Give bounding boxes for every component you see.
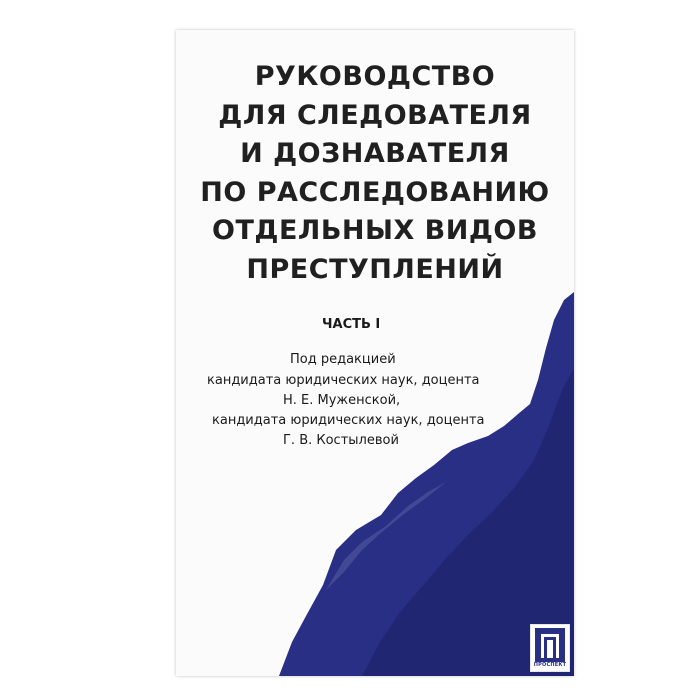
- title-line: И ДОЗНАВАТЕЛЯ: [240, 138, 510, 169]
- editor-1-name: Н. Е. Муженской,: [283, 393, 401, 408]
- title-line: ПО РАССЛЕДОВАНИЮ: [200, 176, 550, 208]
- title-line: РУКОВОДСТВО: [254, 61, 496, 92]
- book-cover: [176, 30, 574, 676]
- title-line: ПРЕСТУПЛЕНИЙ: [246, 253, 504, 285]
- prospekt-logo-icon: [535, 628, 565, 662]
- edited-by-label: Под редакцией: [290, 352, 396, 367]
- book-title: [176, 58, 574, 289]
- title-line: ОТДЕЛЬНЫХ ВИДОВ: [212, 215, 538, 246]
- title-line: ДЛЯ СЛЕДОВАТЕЛЯ: [218, 99, 532, 131]
- editor-2-name: Г. В. Костылевой: [283, 433, 399, 448]
- editor-2-title: кандидата юридических наук, доцента: [212, 413, 485, 428]
- part-label: ЧАСТЬ I: [322, 317, 381, 332]
- editor-1-title: кандидата юридических наук, доцента: [207, 373, 480, 388]
- publisher-name: ПРОСПЕКТ: [533, 662, 567, 668]
- publisher-logo: [530, 624, 570, 672]
